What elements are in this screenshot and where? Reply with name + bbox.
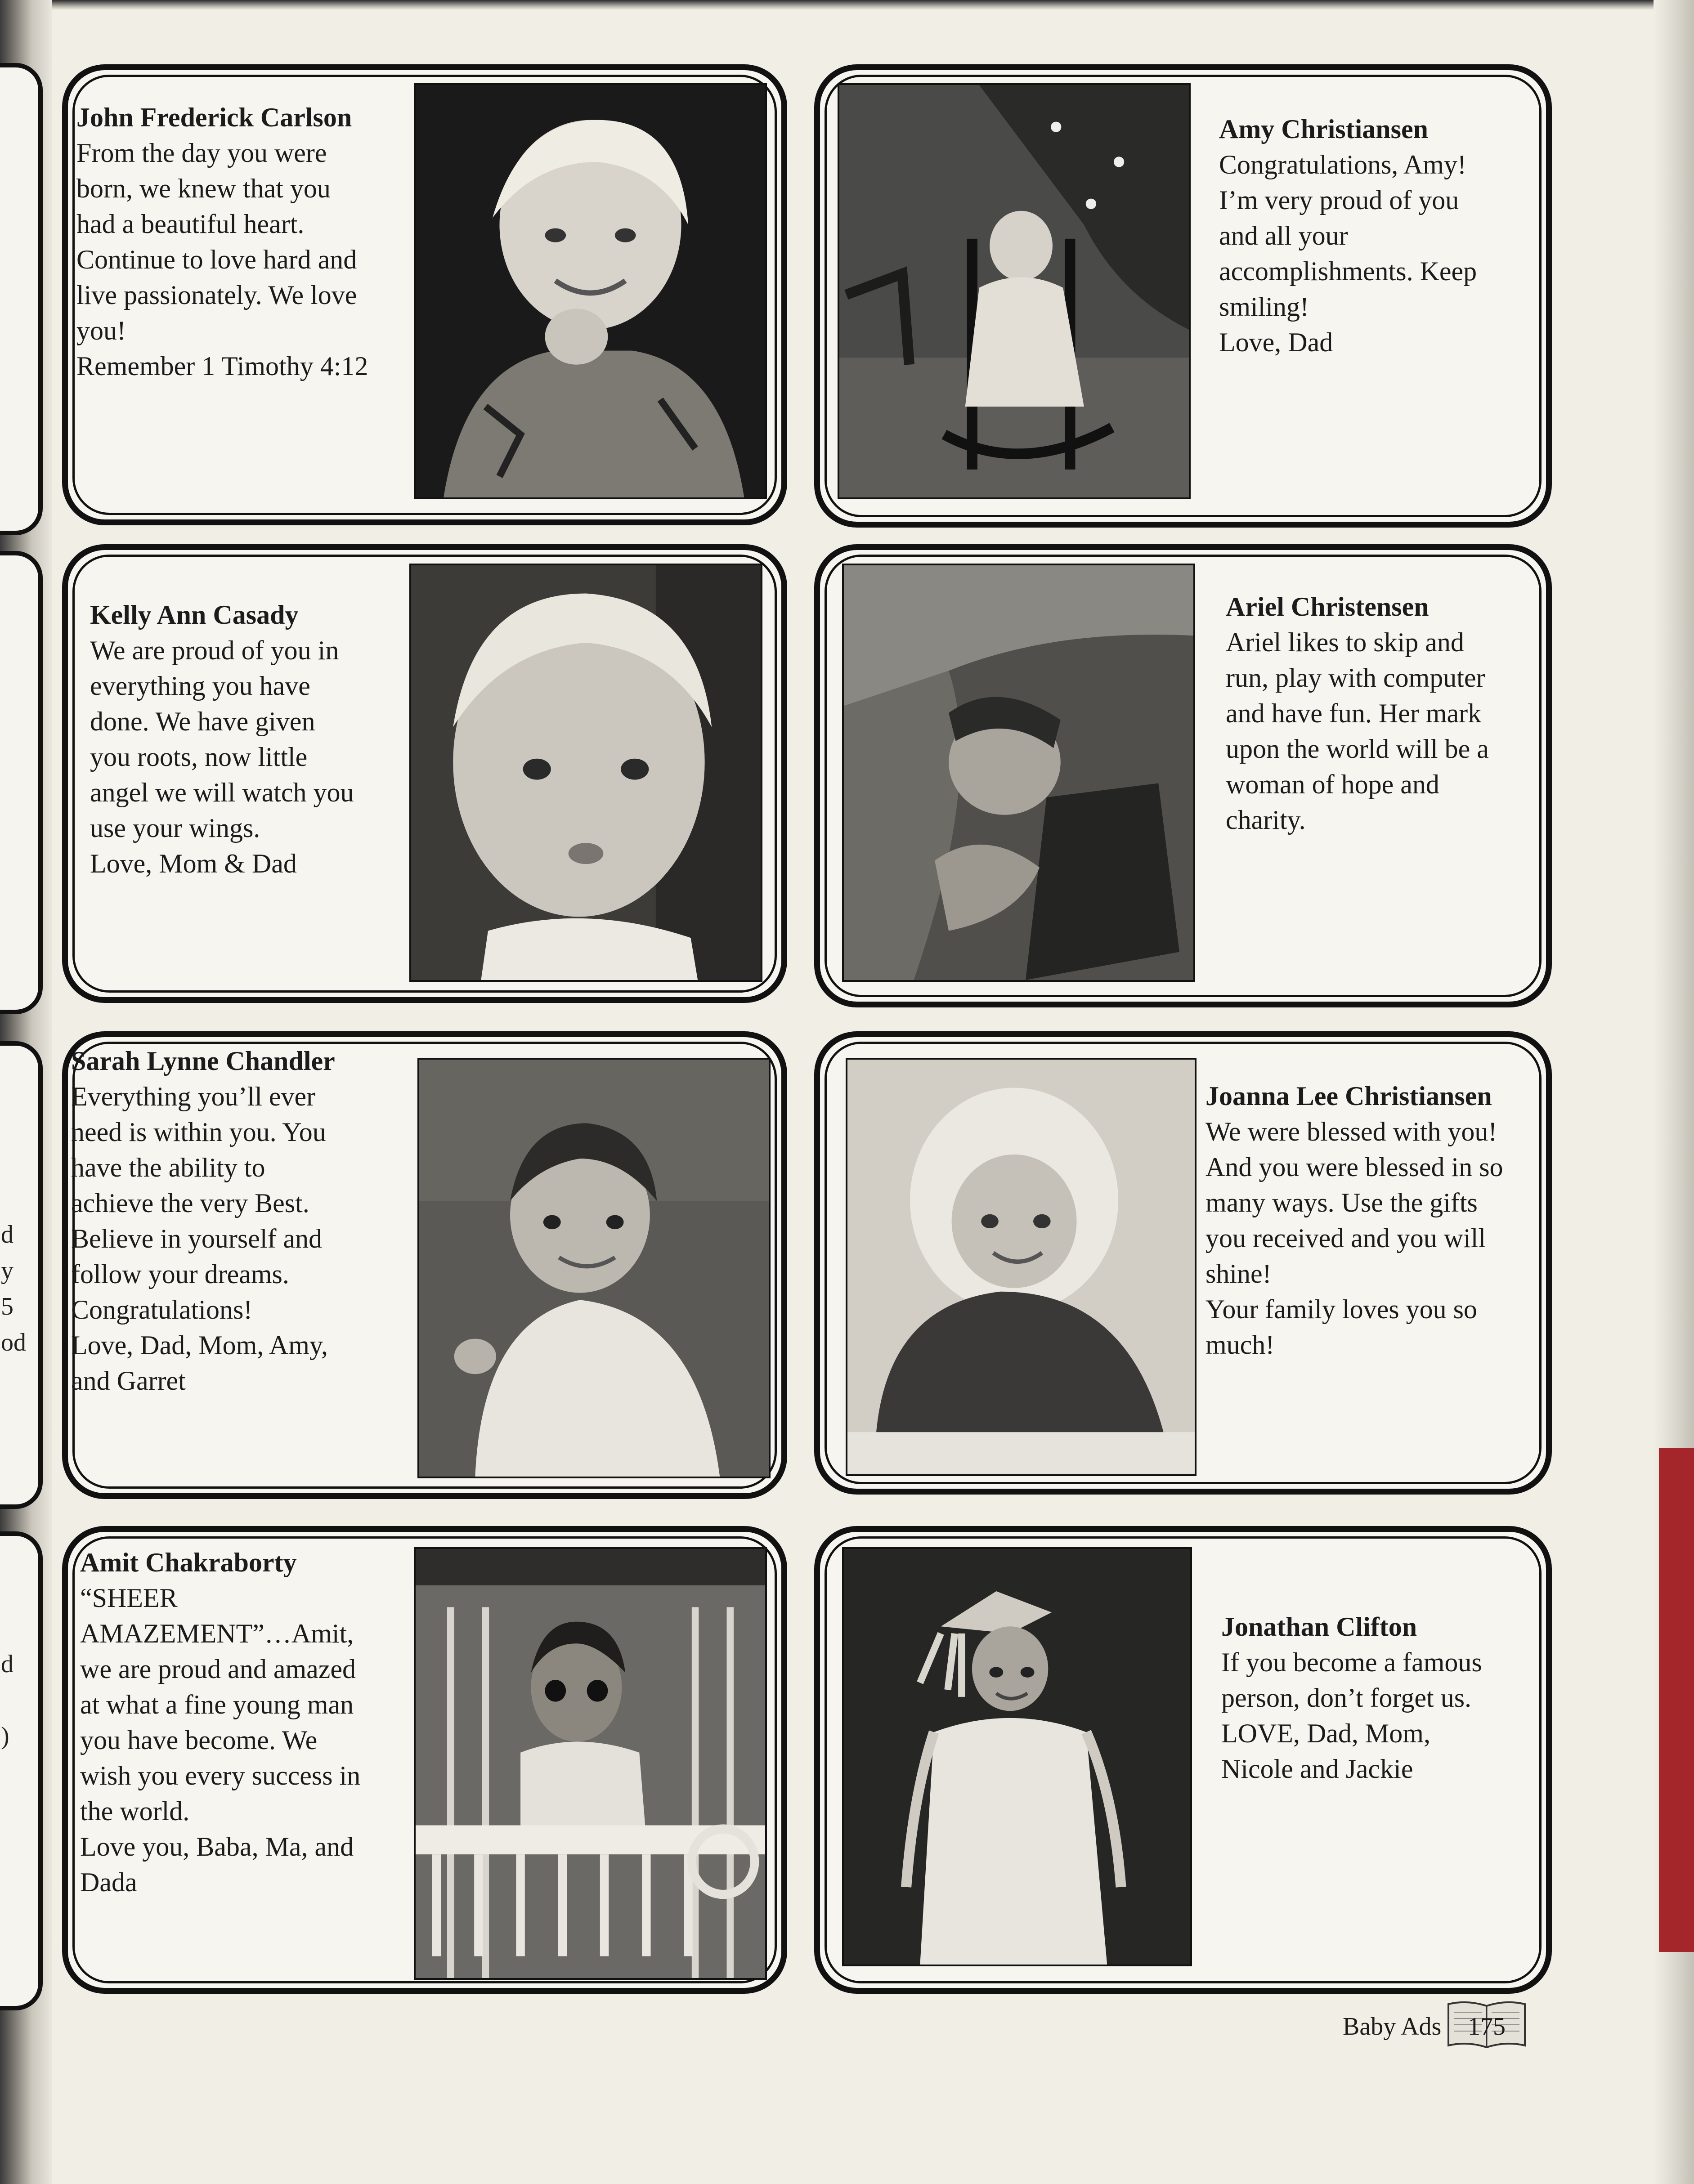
ad-message-line: Everything you’ll ever [71,1082,316,1111]
baby-photo [838,83,1191,499]
ad-message-line: the world. [80,1796,190,1826]
ad-text [71,1043,335,1399]
ad-message-line: LOVE, Dad, Mom, [1221,1719,1430,1748]
ad-text [1226,589,1489,838]
ad-message-line: follow your dreams. [71,1259,289,1289]
ad-message-line: Ariel likes to skip and [1226,627,1464,657]
ad-message-line: Love you, Baba, Ma, and [80,1832,354,1862]
ad-message-line: accomplishments. Keep [1219,256,1477,286]
ad-message-line: and have fun. Her mark [1226,698,1482,728]
ad-message-line: If you become a famous [1221,1647,1482,1677]
ad-message-line: “SHEER [80,1583,178,1613]
ad-baby-name: Ariel Christensen [1226,592,1429,622]
ad-message-line: angel we will watch you [90,778,354,807]
baby-photo [846,1058,1197,1476]
ad-message-line: I’m very proud of you [1219,185,1459,215]
ad-message-line: AMAZEMENT”…Amit, [80,1619,354,1648]
prev-page-fragment: d [1,1650,13,1678]
ad-text [80,1545,360,1900]
ad-message-line: use your wings. [90,813,260,843]
ad-message-line: We were blessed with you! [1206,1117,1497,1146]
ad-message-line: you! [76,316,126,345]
ad-message-line: Love, Dad [1219,327,1333,357]
page-top-edge [0,0,1694,10]
ad-message-line: need is within you. You [71,1117,326,1147]
ad-text [1219,112,1477,360]
ad-baby-name: Amit Chakraborty [80,1548,297,1577]
baby-photo [842,564,1195,982]
baby-photo [414,1547,767,1980]
ad-baby-name: Joanna Lee Christiansen [1206,1081,1492,1111]
ad-message-line: charity. [1226,805,1306,835]
ad-text [76,100,368,384]
ad-message-line: Nicole and Jackie [1221,1754,1413,1784]
ad-message-line: Congratulations, Amy! [1219,150,1466,179]
ad-message-line: upon the world will be a [1226,734,1489,764]
ad-message-line: And you were blessed in so [1206,1152,1503,1182]
page-footer [1343,1997,1532,2051]
ad-message-line: Love, Dad, Mom, Amy, [71,1330,328,1360]
ad-baby-name: Amy Christiansen [1219,114,1429,144]
ad-message-line: have the ability to [71,1153,265,1182]
ad-message-line: had a beautiful heart. [76,209,305,239]
ad-message-line: everything you have [90,671,310,701]
ad-message-line: at what a fine young man [80,1690,354,1719]
ad-text [1221,1609,1482,1787]
baby-photo [842,1547,1192,1966]
ad-message-line: you have become. We [80,1725,318,1755]
ad-message-line: We are proud of you in [90,636,339,665]
ad-message-line: much! [1206,1330,1275,1360]
ad-message-line: person, don’t forget us. [1221,1683,1472,1713]
red-section-tab [1659,1448,1694,1952]
ad-message-line: live passionately. We love [76,280,357,310]
ad-message-line: smiling! [1219,292,1309,322]
ad-baby-name: Jonathan Clifton [1221,1612,1417,1642]
ad-baby-name: John Frederick Carlson [76,103,352,132]
ad-message-line: Congratulations! [71,1295,253,1325]
ad-message-line: you roots, now little [90,742,308,772]
prev-page-box [0,1531,43,2010]
ad-message-line: we are proud and amazed [80,1654,356,1684]
prev-page-fragment: 5 [1,1293,13,1320]
ad-message-line: Remember 1 Timothy 4:12 [76,351,368,381]
ad-message-line: Dada [80,1867,137,1897]
ad-message-line: born, we knew that you [76,174,331,203]
ad-baby-name: Kelly Ann Casady [90,600,299,630]
ad-message-line: and all your [1219,221,1348,251]
ad-message-line: Love, Mom & Dad [90,849,297,878]
ad-message-line: done. We have given [90,707,315,736]
ad-message-line: Believe in yourself and [71,1224,323,1253]
ad-message-line: run, play with computer [1226,663,1485,693]
ad-message-line: achieve the very Best. [71,1188,309,1218]
ad-baby-name: Sarah Lynne Chandler [71,1046,335,1076]
ad-text [1206,1079,1503,1363]
prev-page-fragment: ) [1,1722,9,1750]
prev-page-fragment: y [1,1257,13,1284]
ad-message-line: Your family loves you so [1206,1294,1477,1324]
ad-message-line: Continue to love hard and [76,245,357,274]
footer-section-label: Baby Ads [1343,2013,1442,2041]
baby-photo [417,1058,771,1478]
ad-message-line: you received and you will [1206,1223,1486,1253]
ad-message-line: wish you every success in [80,1761,361,1790]
ad-message-line: woman of hope and [1226,770,1439,799]
ad-text [90,597,354,882]
page-number: 175 [1468,2013,1506,2041]
prev-page-box [0,551,43,1014]
prev-page-fragment: od [1,1329,26,1356]
prev-page-box [0,63,43,535]
baby-photo [409,564,762,982]
ad-message-line: many ways. Use the gifts [1206,1188,1478,1217]
ad-message-line: shine! [1206,1259,1272,1289]
prev-page-fragment: d [1,1221,13,1249]
ad-message-line: and Garret [71,1366,186,1396]
baby-photo [414,83,767,499]
ad-message-line: From the day you were [76,138,327,168]
